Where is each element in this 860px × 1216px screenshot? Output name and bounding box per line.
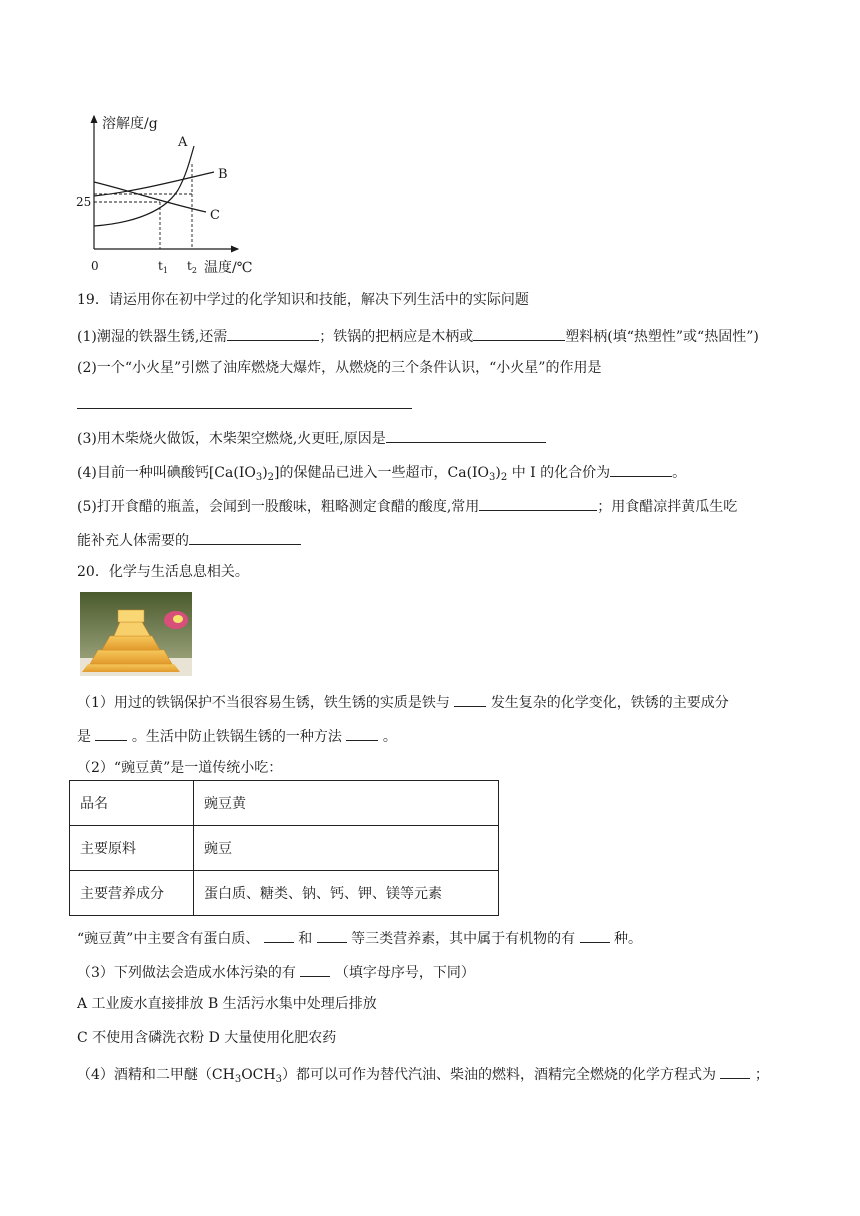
answer-blank[interactable] bbox=[610, 460, 672, 477]
q19-part3: (3)用木柴烧火做饭，木柴架空燃烧,火更旺,原因是 bbox=[77, 426, 546, 449]
pea-cake-table bbox=[69, 780, 499, 916]
pea-cake-photo bbox=[80, 592, 192, 676]
answer-blank[interactable] bbox=[454, 690, 486, 707]
q20-sub2: （2）“豌豆黄”是一道传统小吃： bbox=[77, 760, 283, 776]
q19-part5-cont: 能补充人体需要的 bbox=[77, 528, 301, 551]
curve-b-label: B bbox=[218, 167, 228, 182]
answer-blank[interactable] bbox=[317, 926, 347, 943]
q20-option-cd: C 不使用含磷洗衣粉 D 大量使用化肥农药 bbox=[77, 1030, 337, 1046]
answer-blank[interactable] bbox=[720, 1062, 750, 1079]
q20-title: 20．化学与生活息息相关。 bbox=[77, 564, 249, 580]
q19-title: 19．请运用你在初中学过的化学知识和技能，解决下列生活中的实际问题 bbox=[77, 292, 529, 308]
q19-part5: (5)打开食醋的瓶盖，会闻到一股酸味，粗略测定食醋的酸度,常用 ；用食醋凉拌黄瓜生吃 bbox=[77, 494, 737, 517]
q20-sub3: （3）下列做法会造成水体污染的有 （填字母序号，下同） bbox=[77, 960, 475, 983]
answer-blank[interactable] bbox=[346, 724, 378, 741]
q20-sub2-question: “豌豆黄”中主要含有蛋白质、 和 等三类营养素，其中属于有机物的有 种。 bbox=[77, 926, 642, 949]
answer-blank[interactable] bbox=[300, 960, 330, 977]
answer-blank[interactable] bbox=[479, 494, 597, 511]
y-tick-25: 25 bbox=[76, 195, 92, 209]
q19-part4: (4)目前一种叫碘酸钙$[Ca(IO_3)_2]$的保健品已进入一些超市，$Ca(IO_3)_2$ 中 I 的化合价为 。 bbox=[77, 460, 686, 488]
x-tick-t1: $t_1$ bbox=[158, 259, 168, 275]
curve-b bbox=[94, 172, 214, 196]
q20-sub1-cont: 是 。生活中防止铁锅生锈的一种方法 。 bbox=[77, 724, 397, 747]
x-tick-t2: $t_2$ bbox=[187, 259, 197, 275]
table-row: 主要原料 豌豆 bbox=[70, 826, 499, 871]
answer-blank[interactable] bbox=[227, 324, 319, 341]
q20-sub1: （1）用过的铁锅保护不当很容易生锈，铁生锈的实质是铁与 发生复杂的化学变化，铁锈的主要成分 bbox=[77, 690, 729, 713]
x-axis-label: 温度/℃ bbox=[204, 260, 253, 276]
table-row: 主要营养成分 蛋白质、糖类、钠、钙、钾、镁等元素 bbox=[70, 871, 499, 916]
answer-blank[interactable] bbox=[95, 724, 127, 741]
answer-blank[interactable] bbox=[264, 926, 294, 943]
origin-label: 0 bbox=[91, 259, 99, 273]
answer-blank[interactable] bbox=[580, 926, 610, 943]
answer-blank[interactable] bbox=[77, 408, 412, 409]
answer-blank[interactable] bbox=[189, 528, 301, 545]
table-row: 品名 豌豆黄 bbox=[70, 781, 499, 826]
curve-a-label: A bbox=[178, 135, 188, 150]
q20-option-ab: A 工业废水直接排放 B 生活污水集中处理后排放 bbox=[77, 996, 377, 1012]
y-axis-label: 溶解度/g bbox=[102, 116, 158, 132]
solubility-chart bbox=[76, 112, 272, 282]
answer-blank[interactable] bbox=[386, 426, 546, 443]
q19-part1: (1)潮湿的铁器生锈,还需 ；铁锅的把柄应是木柄或 塑料柄(填“热塑性”或“热固性”) bbox=[77, 324, 759, 347]
q19-part2: (2)一个“小火星”引燃了油库燃烧大爆炸，从燃烧的三个条件认识，“小火星”的作用是 bbox=[77, 360, 602, 376]
answer-blank[interactable] bbox=[473, 324, 565, 341]
q20-sub4: （4）酒精和二甲醚$(CH_3OCH_3)$都可以可作为替代汽油、柴油的燃料，酒精完全燃烧的化学方程式为 ； bbox=[77, 1062, 769, 1090]
curve-c-label: C bbox=[210, 208, 220, 223]
